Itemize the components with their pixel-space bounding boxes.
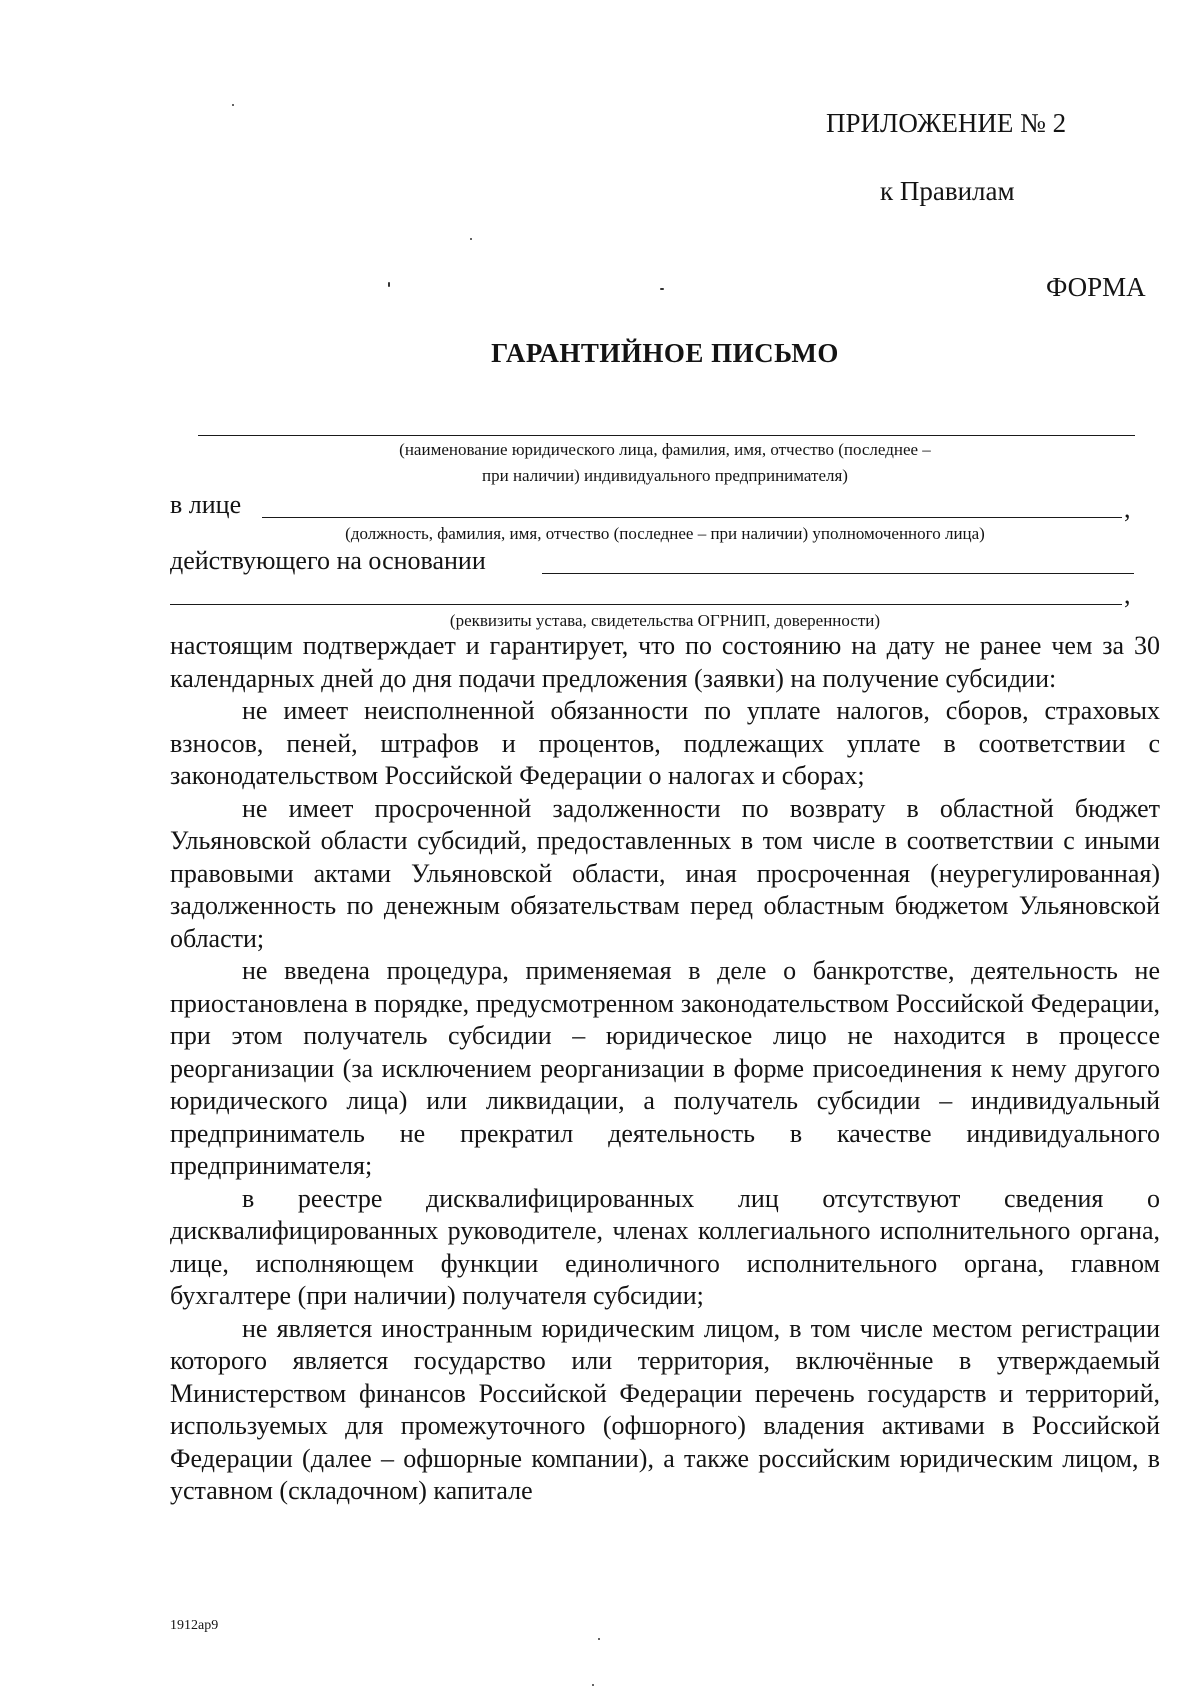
scan-speck [470, 238, 472, 240]
represented-by-caption: (должность, фамилия, имя, отчество (последнее – при наличии) уполномоченного лица) [345, 524, 985, 543]
bankruptcy-paragraph: не введена процедура, применяемая в деле о банкротстве, деятельность не приостановлена в порядке, предусмотренном законодательством Российской Федерации, при этом получатель субсидии – юридическое лицо не находится в процессе реорганизации (за исключением реорганизации в форме присоединения к нему другого юридического лица) или ликвидации, а получатель субсидии – индивидуальный предприниматель не прекратил деятельность в качестве индивидуального предпринимателя; [170, 956, 1160, 1180]
entity-name-caption-line2: при наличии) индивидуального предпринимателя) [482, 466, 848, 485]
overdue-debt-paragraph: не имеет просроченной задолженности по возврату в областной бюджет Ульяновской области субсидий, предоставленных в том числе в соответствии с иными правовыми актами Ульяновской области, иная просроченная (неурегулированная) задолженность по денежным обязательствам перед областным бюджетом Ульяновской области; [170, 793, 1160, 953]
scan-speck [388, 282, 390, 287]
document-code: 1912ар9 [170, 1618, 219, 1633]
acting-basis-label: действующего на основании [170, 546, 486, 575]
represented-by-field[interactable] [262, 517, 1122, 518]
requisites-field[interactable] [170, 604, 1122, 605]
scan-speck [232, 104, 234, 106]
scan-speck [598, 1638, 600, 1640]
requisites-comma: , [1124, 580, 1131, 609]
entity-name-field[interactable] [198, 435, 1135, 436]
document-title: ГАРАНТИЙНОЕ ПИСЬМО [491, 338, 839, 368]
entity-name-caption-line1: (наименование юридического лица, фамилия, имя, отчество (последнее – [399, 440, 931, 459]
disqualified-persons-paragraph: в реестре дисквалифицированных лиц отсутствуют сведения о дисквалифицированных руководителе, членах коллегиального исполнительного органа, лице, исполняющем функции единоличного исполнительного органа, главном бухгалтере (при наличии) получателя субсидии; [170, 1183, 1160, 1310]
document-body [170, 630, 1160, 1508]
requisites-caption: (реквизиты устава, свидетельства ОГРНИП, доверенности) [449, 611, 881, 630]
rules-reference: к Правилам [880, 176, 1015, 206]
intro-paragraph: настоящим подтверждает и гарантирует, что по состоянию на дату не ранее чем за 30 календарных дней до дня подачи предложения (заявки) на получение субсидии: [170, 631, 1160, 693]
represented-by-label: в лице [170, 490, 242, 519]
appendix-number: ПРИЛОЖЕНИЕ № 2 [826, 108, 1067, 138]
represented-by-comma: , [1124, 494, 1131, 523]
scan-speck [592, 1684, 594, 1686]
form-label: ФОРМА [1046, 272, 1146, 302]
tax-obligation-paragraph: не имеет неисполненной обязанности по уплате налогов, сборов, страховых взносов, пеней, штрафов и процентов, подлежащих уплате в соответствии с законодательством Российской Федерации о налогах и сборах; [170, 696, 1160, 790]
scan-speck [660, 288, 664, 290]
foreign-entity-paragraph: не является иностранным юридическим лицом, в том числе местом регистрации которого является государство или территория, включённые в утверждаемый Министерством финансов Российской Федерации перечень государств и территорий, используемых для промежуточного (офшорного) владения активами в Российской Федерации (далее – офшорные компании), а также российским юридическим лицом, в уставном (складочном) капитале [170, 1313, 1160, 1505]
acting-basis-field[interactable] [542, 573, 1134, 574]
